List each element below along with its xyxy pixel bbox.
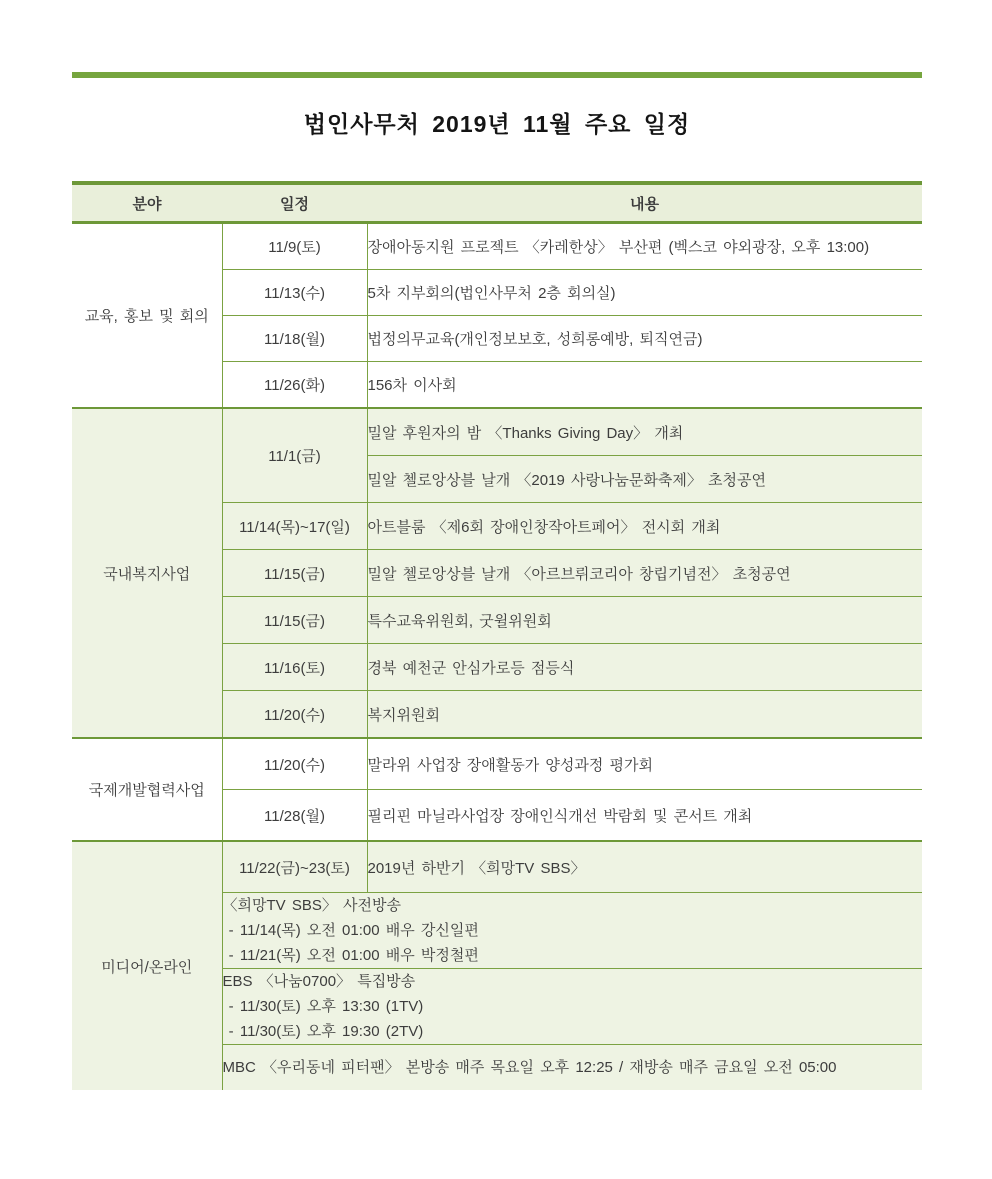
date-cell: 11/9(토) <box>222 223 367 270</box>
header-row <box>72 183 922 223</box>
column-header-field: 분야 <box>72 183 222 223</box>
schedule-table-container <box>72 181 922 1090</box>
field-cell: 교육, 홍보 및 회의 <box>72 223 222 409</box>
date-cell: 11/28(월) <box>222 790 367 842</box>
content-cell: 특수교육위원회, 굿윌위원회 <box>367 597 922 644</box>
table-row <box>72 738 922 790</box>
content-cell: 경북 예천군 안심가로등 점등식 <box>367 644 922 691</box>
content-cell: 5차 지부회의(법인사무처 2층 회의실) <box>367 270 922 316</box>
date-cell: 11/14(목)~17(일) <box>222 503 367 550</box>
content-cell: 밀알 후원자의 밤 〈Thanks Giving Day〉 개최 <box>367 408 922 456</box>
content-line: - 11/14(목) 오전 01:00 배우 강신일편 <box>222 922 479 939</box>
content-cell: 말라위 사업장 장애활동가 양성과정 평가회 <box>367 738 922 790</box>
date-cell: 11/15(금) <box>222 597 367 644</box>
table-row <box>72 408 922 456</box>
date-cell: 11/18(월) <box>222 316 367 362</box>
field-cell: 국제개발협력사업 <box>72 738 222 841</box>
page-title: 법인사무처 2019년 11월 주요 일정 <box>303 111 691 137</box>
content-cell-multiline <box>222 969 922 1045</box>
content-cell: 밀알 첼로앙상블 날개 〈2019 사랑나눔문화축제〉 초청공연 <box>367 456 922 503</box>
date-cell: 11/26(화) <box>222 362 367 409</box>
content-cell: 2019년 하반기 〈희망TV SBS〉 <box>367 841 922 893</box>
top-divider-bar <box>72 72 922 78</box>
column-header-schedule: 일정 <box>222 183 367 223</box>
content-cell: 밀알 첼로앙상블 날개 〈아르브뤼코리아 창립기념전〉 초청공연 <box>367 550 922 597</box>
date-cell: 11/20(수) <box>222 738 367 790</box>
date-cell: 11/15(금) <box>222 550 367 597</box>
date-cell: 11/22(금)~23(토) <box>222 841 367 893</box>
group-international-development <box>72 738 922 841</box>
content-cell: 156차 이사회 <box>367 362 922 409</box>
content-line: 〈희망TV SBS〉 사전방송 <box>222 897 401 914</box>
content-cell-multiline <box>222 893 922 969</box>
column-header-content: 내용 <box>367 183 922 223</box>
date-cell: 11/20(수) <box>222 691 367 739</box>
content-line: EBS 〈나눔0700〉 특집방송 <box>222 973 416 990</box>
content-line: - 11/30(토) 오후 19:30 (2TV) <box>222 1023 424 1040</box>
field-cell: 국내복지사업 <box>72 408 222 738</box>
content-line: MBC 〈우리동네 피터팬〉 본방송 매주 목요일 오후 12:25 / 재방송 매주 금요일 오전 05:00 <box>222 1059 837 1076</box>
field-cell: 미디어/온라인 <box>72 841 222 1090</box>
date-cell: 11/1(금) <box>222 408 367 503</box>
content-cell: 필리핀 마닐라사업장 장애인식개선 박람회 및 콘서트 개최 <box>367 790 922 842</box>
content-line: - 11/30(토) 오후 13:30 (1TV) <box>222 998 424 1015</box>
content-cell: 복지위원회 <box>367 691 922 739</box>
table-row <box>72 841 922 893</box>
date-cell: 11/13(수) <box>222 270 367 316</box>
content-cell: 아트블룸 〈제6회 장애인창작아트페어〉 전시회 개최 <box>367 503 922 550</box>
group-media-online <box>72 841 922 1090</box>
content-cell-multiline <box>222 1045 922 1091</box>
group-education-pr-meetings <box>72 223 922 409</box>
schedule-table <box>72 181 922 1090</box>
table-header <box>72 183 922 223</box>
content-cell: 법정의무교육(개인정보보호, 성희롱예방, 퇴직연금) <box>367 316 922 362</box>
group-domestic-welfare <box>72 408 922 738</box>
content-line: - 11/21(목) 오전 01:00 배우 박정철편 <box>222 947 479 964</box>
content-cell: 장애아동지원 프로젝트 〈카레한상〉 부산편 (벡스코 야외광장, 오후 13:00) <box>367 223 922 270</box>
table-row <box>72 223 922 270</box>
date-cell: 11/16(토) <box>222 644 367 691</box>
